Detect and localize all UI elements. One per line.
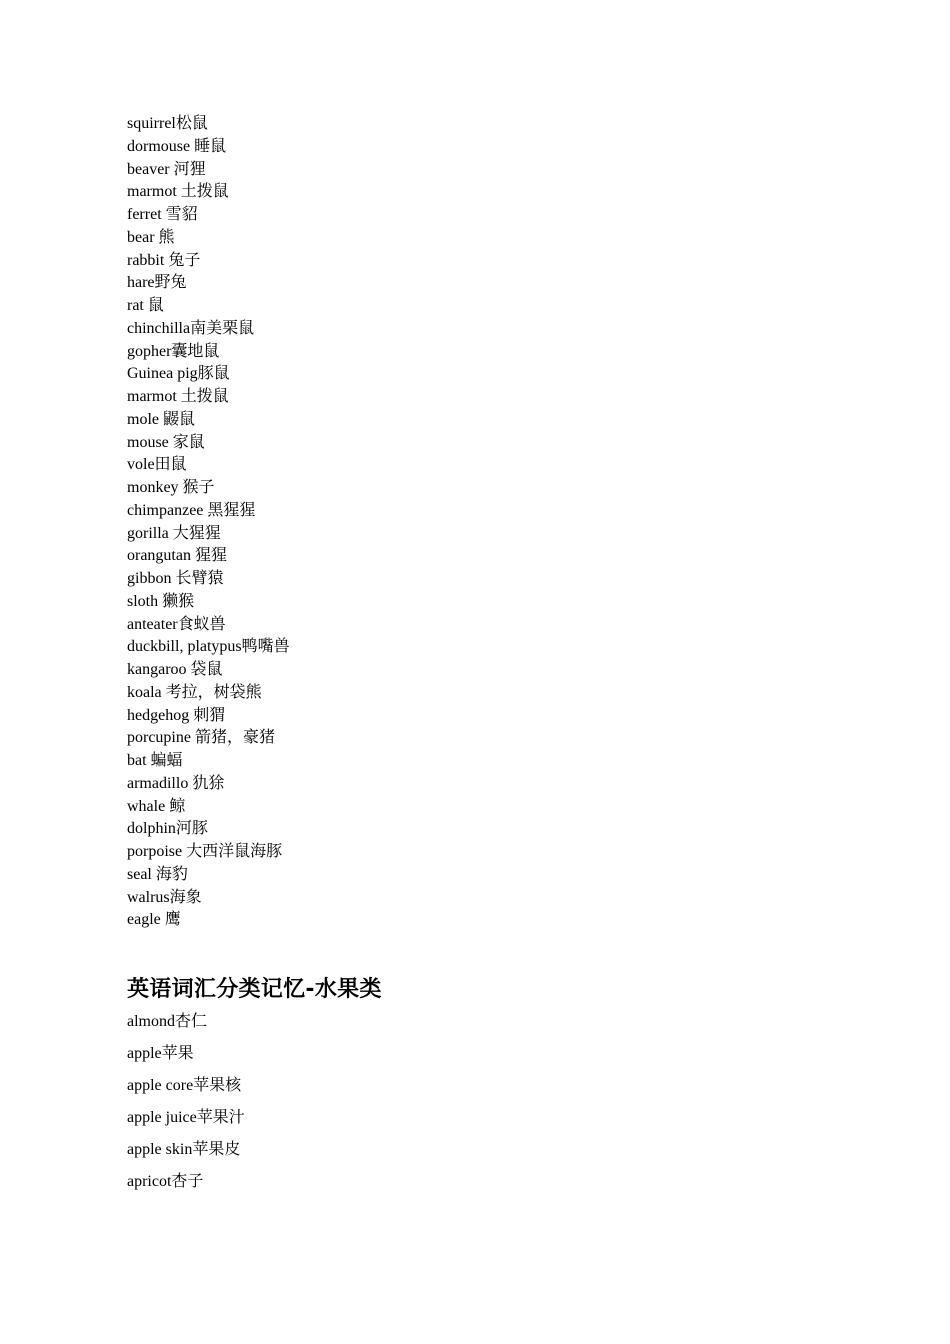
list-item: gorilla 大猩猩	[127, 524, 221, 542]
list-item: kangaroo 袋鼠	[127, 661, 223, 678]
document-page	[127, 113, 827, 1190]
list-item: ferret 雪貂	[127, 206, 198, 223]
list-item: orangutan 猩猩	[127, 547, 227, 565]
list-item: chinchilla南美栗鼠	[127, 319, 255, 337]
list-item: monkey 猴子	[127, 479, 215, 496]
list-item: Guinea pig豚鼠	[127, 365, 230, 383]
list-item: whale 鲸	[127, 797, 186, 815]
list-item: sloth 獭猴	[127, 592, 195, 610]
list-item: hedgehog 刺猬	[127, 706, 226, 724]
list-item: rat 鼠	[127, 297, 164, 314]
list-item: apple skin苹果皮	[127, 1141, 241, 1158]
list-item: porcupine 箭猪，豪猪	[127, 729, 275, 747]
list-item: beaver 河狸	[127, 160, 206, 178]
list-item: eagle 鹰	[127, 911, 181, 929]
list-item: mouse 家鼠	[127, 433, 205, 451]
list-item: chimpanzee 黑猩猩	[127, 501, 256, 519]
list-item: gopher囊地鼠	[127, 342, 220, 360]
list-item: vole田鼠	[127, 456, 187, 474]
list-item: almond杏仁	[127, 1013, 207, 1030]
list-item: apple core苹果核	[127, 1077, 242, 1094]
list-item: apricot杏子	[127, 1173, 204, 1190]
list-item: dolphin河豚	[127, 820, 208, 838]
list-item: marmot 土拨鼠	[127, 183, 229, 201]
list-item: mole 鼹鼠	[127, 410, 195, 428]
list-item: squirrel松鼠	[127, 115, 208, 132]
list-item: anteater食蚁兽	[127, 615, 226, 633]
list-item: seal 海豹	[127, 865, 188, 883]
list-item: apple苹果	[127, 1045, 194, 1062]
list-item: porpoise 大西洋鼠海豚	[127, 843, 283, 860]
list-item: rabbit 兔子	[127, 251, 201, 269]
list-item: gibbon 长臂猿	[127, 570, 224, 587]
list-item: hare野兔	[127, 274, 187, 292]
list-item: bear 熊	[127, 228, 175, 246]
list-item: apple juice苹果汁	[127, 1109, 245, 1126]
list-item: dormouse 睡鼠	[127, 137, 227, 155]
list-item: duckbill, platypus鸭嘴兽	[127, 638, 290, 656]
list-item: marmot 土拨鼠	[127, 388, 229, 405]
list-item: walrus海象	[127, 888, 202, 906]
list-item: koala 考拉，树袋熊	[127, 683, 262, 701]
list-item: bat 蝙蝠	[127, 752, 183, 769]
list-item: armadillo 犰狳	[127, 774, 225, 792]
animal-vocabulary-list	[127, 113, 827, 932]
section-heading-fruits: 英语词汇分类记忆-水果类	[127, 977, 382, 1002]
fruit-vocabulary-list	[127, 1011, 245, 1203]
